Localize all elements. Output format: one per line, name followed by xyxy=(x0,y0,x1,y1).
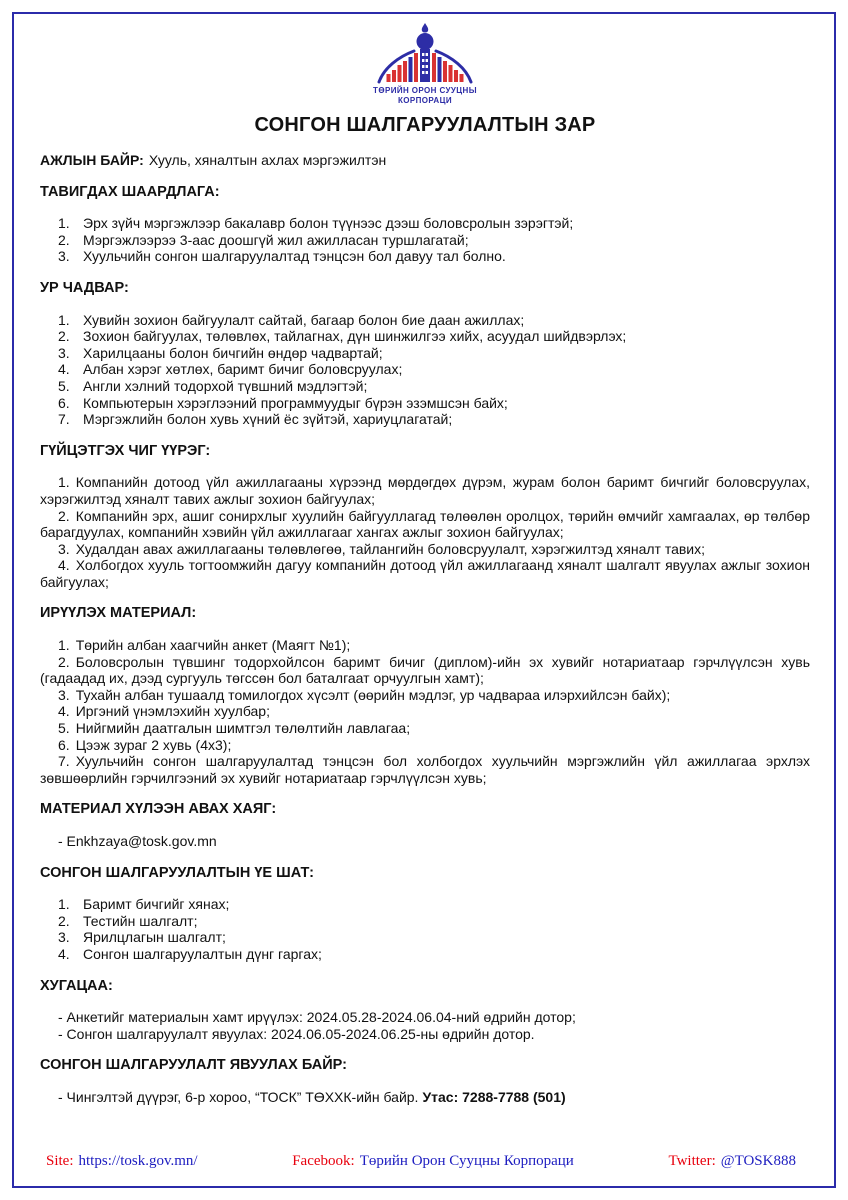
item-text: Мэргэжлээрээ 3-аас доошгүй жил ажилласан туршлагатай; xyxy=(83,231,469,248)
section-heading-timeline: ХУГАЦАА: xyxy=(40,977,113,994)
list-item xyxy=(40,541,810,558)
item-text: Төрийн албан хаагчийн анкет (Маягт №1); xyxy=(75,637,351,654)
item-number: 7. xyxy=(58,411,70,428)
item-text: Тестийн шалгалт; xyxy=(83,912,198,929)
item-number: 1. xyxy=(58,637,70,654)
job-position-line xyxy=(40,152,810,169)
item-number: 2. xyxy=(58,328,70,345)
item-text: Худалдан авах ажиллагааны төлөвлөгөө, тайлангийн боловсруулалт, хэрэгжилтэд хяналт тавих; xyxy=(75,540,706,557)
section-heading-address: МАТЕРИАЛ ХҮЛЭЭН АВАХ ХАЯГ: xyxy=(40,801,277,818)
list-item xyxy=(40,378,810,395)
item-number: 3. xyxy=(58,929,70,946)
item-number: 1. xyxy=(58,474,70,491)
list-item xyxy=(40,345,810,362)
item-number: 5. xyxy=(58,720,70,737)
item-text: Компанийн дотоод үйл ажиллагааны хүрээнд мөрдөгдөх дүрэм, журам болон баримт бичгийг боловсруулах, хэрэгжилтэд хяналт тавих ажлыг зохион байгуулах; xyxy=(40,474,810,507)
list-item xyxy=(40,557,810,590)
list-item xyxy=(40,232,810,249)
item-number: 3. xyxy=(58,344,70,361)
venue-phone: Утас: 7288-7788 (501) xyxy=(422,1088,566,1105)
job-position-value: Хууль, хяналтын ахлах мэргэжилтэн xyxy=(148,152,387,168)
venue-line xyxy=(58,1089,810,1106)
item-text: Холбогдох хууль тогтоомжийн дагуу компанийн дотоод үйл ажиллагаанд хяналт шалгалт явуулах ажлыг зохион байгуулах; xyxy=(40,557,810,590)
section-heading-stages: СОНГОН ШАЛГАРУУЛАЛТЫН ҮЕ ШАТ: xyxy=(40,864,314,881)
page-title: СОНГОН ШАЛГАРУУЛАЛТЫН ЗАР xyxy=(254,114,596,136)
item-number: 2. xyxy=(58,653,70,670)
duties-list xyxy=(40,474,810,590)
list-item xyxy=(40,215,810,232)
item-number: 1. xyxy=(58,215,70,232)
list-item xyxy=(40,737,810,754)
contact-email-line: - Enkhzaya@tosk.gov.mn xyxy=(58,833,217,849)
page-footer xyxy=(46,1152,796,1170)
item-number: 5. xyxy=(58,377,70,394)
section-heading-venue: СОНГОН ШАЛГАРУУЛАЛТ ЯВУУЛАХ БАЙР: xyxy=(40,1057,347,1074)
stages-list xyxy=(40,896,810,962)
item-text: Тухайн албан тушаалд томилогдох хүсэлт (өөрийн мэдлэг, ур чадвараа илэрхийлсэн байх); xyxy=(75,686,671,703)
item-text: Хуульчийн сонгон шалгаруулалтад тэнцсэн бол холбогдох хуульчийн мэргэжлийн үйл ажиллагаа эрхлэх зөвшөөрлийн гэрчилгээний эх хувийг нотариатаар гэрчлүүлсэн хувь; xyxy=(40,753,810,786)
item-number: 4. xyxy=(58,361,70,378)
list-item xyxy=(40,508,810,541)
item-number: 2. xyxy=(58,507,70,524)
section-heading-materials: ИРҮҮЛЭХ МАТЕРИАЛ: xyxy=(40,605,197,622)
item-text: Албан хэрэг хөтлөх, баримт бичиг боловсруулах; xyxy=(83,361,403,378)
item-number: 3. xyxy=(58,686,70,703)
list-item xyxy=(40,248,810,265)
list-item xyxy=(40,637,810,654)
list-item xyxy=(40,395,810,412)
item-text: Иргэний үнэмлэхийн хуулбар; xyxy=(75,703,270,720)
timeline-item: - Анкетийг материалын хамт ирүүлэх: 2024.05.28-2024.06.04-ний өдрийн дотор; xyxy=(58,1009,576,1026)
requirements-list xyxy=(40,215,810,265)
org-name-line2: КОРПОРАЦИ xyxy=(397,96,453,105)
item-text: Компьютерын хэрэглээний программуудыг бүрэн эзэмшсэн байх; xyxy=(83,394,508,411)
materials-list xyxy=(40,637,810,786)
list-item xyxy=(40,312,810,329)
list-item xyxy=(40,361,810,378)
list-item xyxy=(40,654,810,687)
facebook-name: Төрийн Орон Сууцны Корпораци xyxy=(359,1153,574,1169)
item-text: Харилцааны болон бичгийн өндөр чадвартай; xyxy=(83,344,383,361)
list-item xyxy=(40,411,810,428)
item-number: 1. xyxy=(58,311,70,328)
skills-list xyxy=(40,312,810,428)
item-number: 6. xyxy=(58,394,70,411)
footer-site xyxy=(46,1152,198,1170)
item-number: 4. xyxy=(58,945,70,962)
list-item xyxy=(40,929,810,946)
org-emblem-icon xyxy=(373,22,477,86)
site-url: https://tosk.gov.mn/ xyxy=(78,1153,198,1169)
item-text: Англи хэлний тодорхой түвшний мэдлэгтэй; xyxy=(83,377,368,394)
item-number: 3. xyxy=(58,540,70,557)
item-number: 6. xyxy=(58,736,70,753)
venue-address: - Чингэлтэй дүүрэг, 6-р хороо, “ТОСК” ТӨХХК-ийн байр. xyxy=(58,1088,419,1105)
item-text: Компанийн эрх, ашиг сонирхлыг хуулийн байгууллагад төлөөлөн оролцох, төрийн өмчийг хамгаалах, өр төлбөр барагдуулах, компанийн хэвийн үйл ажиллагааг хангах ажлыг зохион байгуулах; xyxy=(40,507,810,541)
item-text: Цээж зураг 2 хувь (4x3); xyxy=(75,736,232,753)
document-content xyxy=(40,22,810,1106)
item-text: Сонгон шалгаруулалтын дүнг гаргах; xyxy=(83,945,322,962)
item-number: 2. xyxy=(58,912,70,929)
list-item xyxy=(40,328,810,345)
item-number: 2. xyxy=(58,231,70,248)
list-item xyxy=(40,946,810,963)
list-item xyxy=(40,687,810,704)
list-item xyxy=(40,474,810,507)
section-heading-skills: УР ЧАДВАР: xyxy=(40,279,129,296)
building-bars xyxy=(387,49,464,82)
site-label: Site: xyxy=(46,1153,74,1169)
facebook-label: Facebook: xyxy=(292,1153,355,1169)
item-text: Зохион байгуулах, төлөвлөх, тайлагнах, дүн шинжилгээ хийх, асуудал шийдвэрлэх; xyxy=(83,328,627,345)
item-text: Баримт бичгийг хянах; xyxy=(83,896,230,913)
list-item xyxy=(40,896,810,913)
org-logo xyxy=(40,22,810,106)
sun-circle xyxy=(417,33,434,50)
section-heading-duties: ГҮЙЦЭТГЭХ ЧИГ ҮҮРЭГ: xyxy=(40,442,211,459)
flame-icon xyxy=(422,23,428,33)
list-item xyxy=(40,753,810,786)
item-text: Боловсролын түвшинг тодорхойлсон баримт бичиг (диплом)-ийн эх хувийг нотариатаар гэрчлүүлсэн хувь (гадаадад их, дээд сургууль төгссөн бол баталгаат орчуулгын хамт); xyxy=(40,653,810,687)
item-text: Мэргэжлийн болон хувь хүний ёс зүйтэй, хариуцлагатай; xyxy=(83,411,453,428)
item-text: Хувийн зохион байгуулалт сайтай, багаар болон бие даан ажиллах; xyxy=(83,311,525,328)
item-text: Эрх зүйч мэргэжлээр бакалавр болон түүнээс дээш боловсролын зэрэгтэй; xyxy=(83,215,574,232)
list-item xyxy=(40,913,810,930)
item-text: Ярилцлагын шалгалт; xyxy=(83,929,226,946)
twitter-handle: @TOSK888 xyxy=(720,1153,796,1169)
item-text: Хуульчийн сонгон шалгаруулалтад тэнцсэн бол давуу тал болно. xyxy=(83,248,506,265)
section-heading-requirements: ТАВИГДАХ ШААРДЛАГА: xyxy=(40,183,220,200)
item-number: 1. xyxy=(58,896,70,913)
list-item xyxy=(40,703,810,720)
twitter-label: Twitter: xyxy=(668,1153,716,1169)
item-number: 4. xyxy=(58,557,70,574)
item-number: 7. xyxy=(58,753,70,770)
item-number: 4. xyxy=(58,703,70,720)
item-text: Нийгмийн даатгалын шимтгэл төлөлтийн лавлагаа; xyxy=(75,720,411,737)
list-item xyxy=(40,720,810,737)
footer-facebook xyxy=(292,1152,574,1170)
timeline-item: - Сонгон шалгаруулалт явуулах: 2024.06.05-2024.06.25-ны өдрийн дотор. xyxy=(58,1025,535,1042)
item-number: 3. xyxy=(58,248,70,265)
org-name-line1: ТӨРИЙН ОРОН СУУЦНЫ xyxy=(373,86,477,95)
footer-twitter xyxy=(668,1152,796,1170)
job-position-label: АЖЛЫН БАЙР: xyxy=(40,152,144,168)
